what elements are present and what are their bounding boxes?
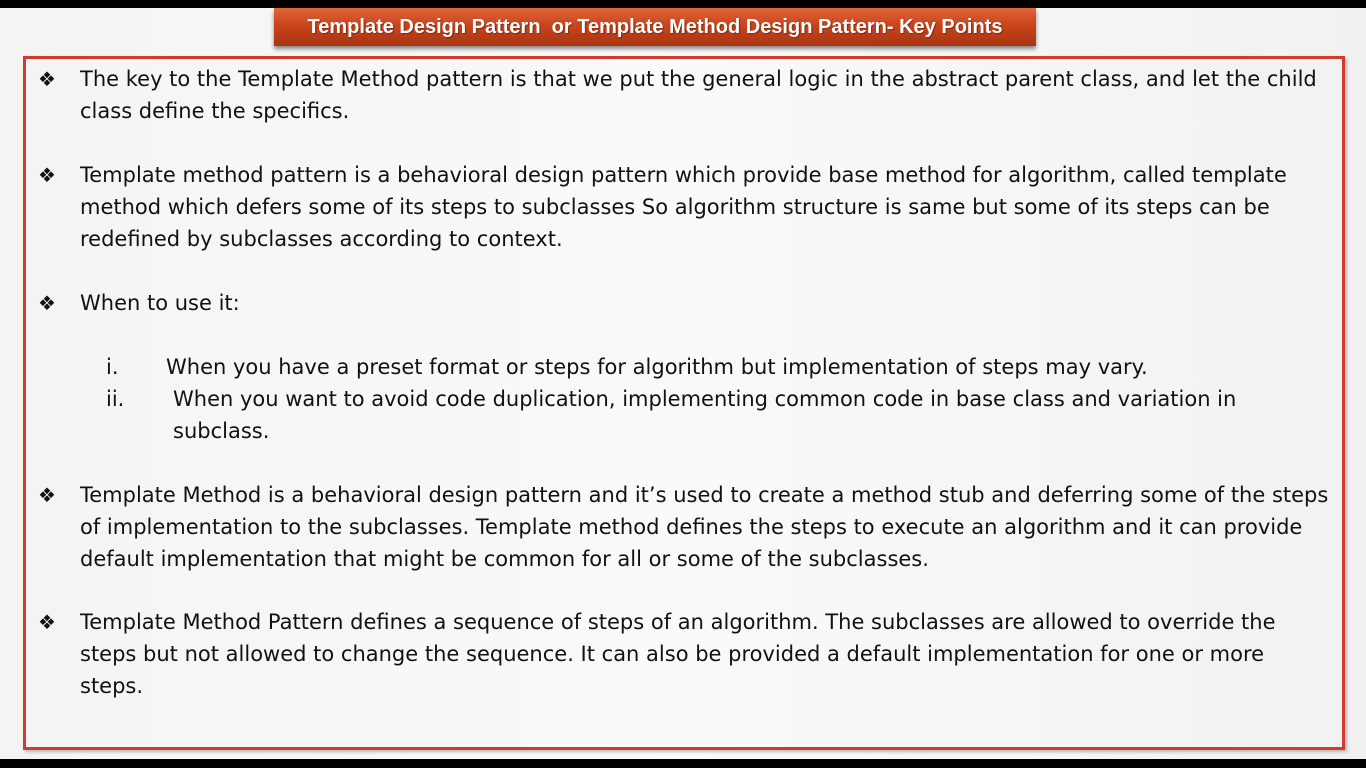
page-title: Template Design Pattern or Template Method Design Pattern- Key Points <box>307 15 1003 38</box>
bullet-item: Template method pattern is a behavioral design pattern which provide base method for algorithm, called template method which defers some of its steps to subclasses So algorithm structure is same but some of its steps can be redefined by subclasses according to context. <box>80 163 1287 251</box>
diamond-bullet-icon: ❖ <box>38 610 56 634</box>
diamond-bullet-icon: ❖ <box>38 67 56 91</box>
bullet-item: The key to the Template Method pattern is that we put the general logic in the abstract parent class, and let the child class define the specifics. <box>80 67 1317 123</box>
sub-item: When you want to avoid code duplication, implementing common code in base class and variation in subclass. <box>173 387 1237 443</box>
sub-item-marker: i. <box>106 355 119 379</box>
diamond-bullet-icon: ❖ <box>38 291 56 315</box>
bullet-item: When to use it: <box>80 291 240 315</box>
diamond-bullet-icon: ❖ <box>38 483 56 507</box>
slide <box>0 8 1366 759</box>
diamond-bullet-icon: ❖ <box>38 163 56 187</box>
sub-item-marker: ii. <box>106 387 125 411</box>
bullet-item: Template Method Pattern defines a sequence of steps of an algorithm. The subclasses are allowed to override the steps but not allowed to change the sequence. It can also be provided a default implementation for one or more steps. <box>80 610 1276 698</box>
bullet-item: Template Method is a behavioral design pattern and it’s used to create a method stub and deferring some of the steps of implementation to the subclasses. Template method defines the steps to execute an algorithm and it can provide default implementation that might be common for all or some of the subclasses. <box>80 483 1329 571</box>
sub-item: When you have a preset format or steps for algorithm but implementation of steps may vary. <box>166 355 1148 379</box>
title-banner <box>274 8 1036 46</box>
